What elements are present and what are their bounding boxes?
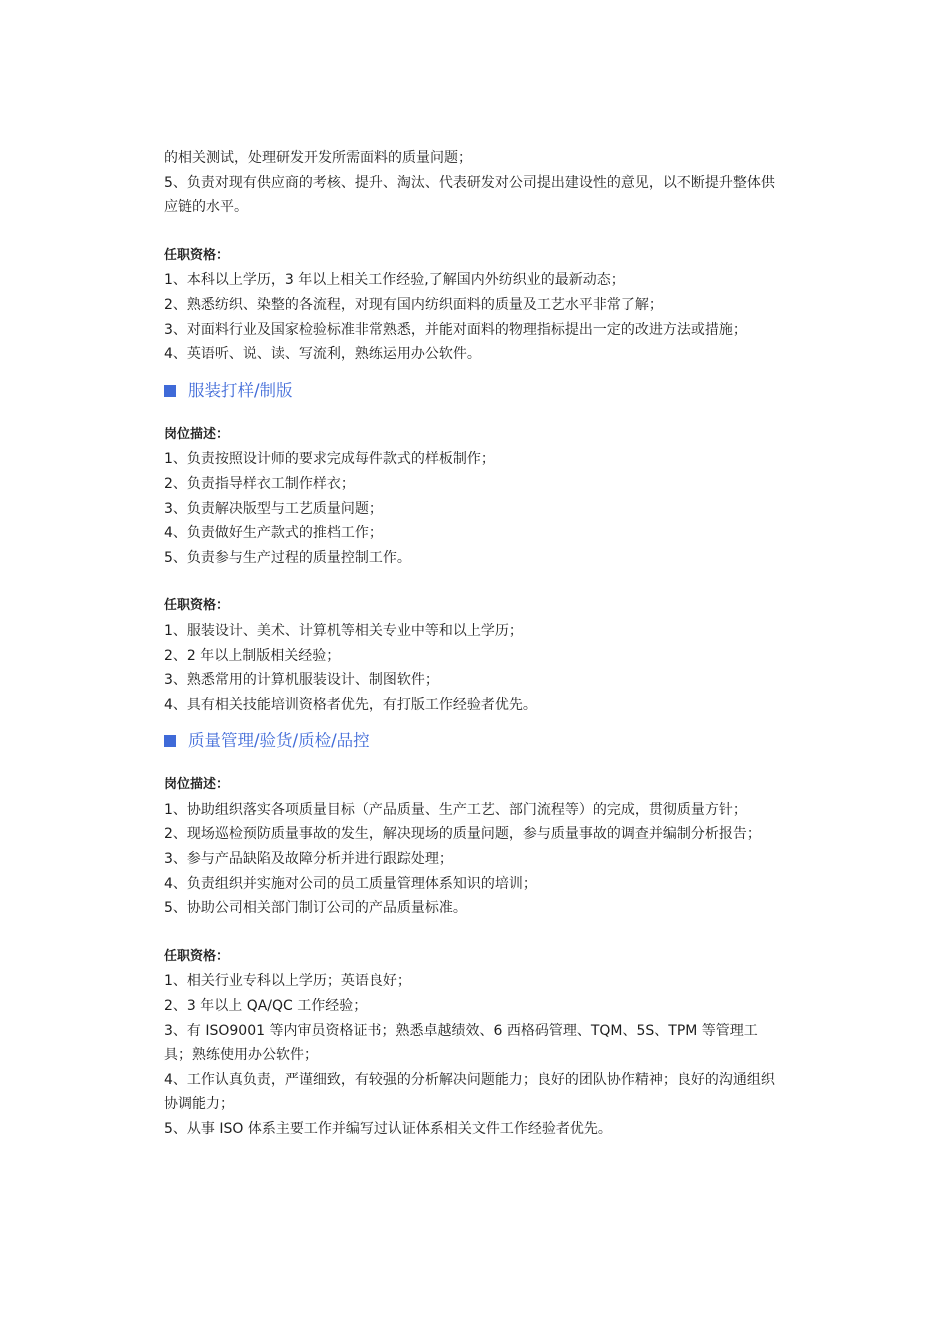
section-title-quality-management [164,729,784,753]
square-bullet-icon [164,735,176,747]
description-item: 5、协助公司相关部门制订公司的产品质量标准。 [164,900,467,917]
requirements-label: 任职资格： [164,598,230,614]
requirement-item: 1、服装设计、美术、计算机等相关专业中等和以上学历； [164,622,523,639]
requirements-label: 任职资格： [164,247,230,263]
requirements-label: 任职资格： [164,948,230,964]
section-title-text: 质量管理/验货/质检/品控 [188,731,370,751]
description-item: 2、现场巡检预防质量事故的发生，解决现场的质量问题，参与质量事故的调查并编制分析报告； [164,826,761,843]
requirement-item: 5、从事 ISO 体系主要工作并编写过认证体系相关文件工作经验者优先。 [164,1121,612,1137]
description-item: 4、负责组织并实施对公司的员工质量管理体系知识的培训； [164,875,537,892]
requirement-item: 4、英语听、说、读、写流利，熟练运用办公软件。 [164,346,481,363]
intro-line: 的相关测试，处理研发开发所需面料的质量问题； [164,150,472,166]
description-item: 2、负责指导样衣工制作样衣； [164,475,355,492]
requirement-item: 1、本科以上学历，3 年以上相关工作经验,了解国内外纺织业的最新动态； [164,272,625,289]
requirement-item: 4、工作认真负责，严谨细致，有较强的分析解决问题能力；良好的团队协作精神；良好的沟通组织协调能力； [164,1071,775,1113]
square-bullet-icon [164,385,176,397]
requirement-item: 2、2 年以上制版相关经验； [164,647,341,664]
document-body [164,146,784,1142]
description-item: 1、负责按照设计师的要求完成每件款式的样板制作； [164,451,495,468]
requirement-item: 3、有 ISO9001 等内审员资格证书；熟悉卓越绩效、6 西格码管理、TQM、5S、TPM 等管理工具；熟练使用办公软件； [164,1022,758,1064]
section-title-pattern-making [164,379,784,403]
section-title-text: 服装打样/制版 [188,380,293,400]
requirement-item: 1、相关行业专科以上学历；英语良好； [164,973,411,990]
description-item: 3、参与产品缺陷及故障分析并进行跟踪处理； [164,851,453,868]
description-item: 4、负责做好生产款式的推档工作； [164,525,383,542]
description-label: 岗位描述： [164,777,230,793]
description-item: 5、负责参与生产过程的质量控制工作。 [164,549,411,566]
intro-line: 5、负责对现有供应商的考核、提升、淘汰、代表研发对公司提出建设性的意见，以不断提升整体供应链的水平。 [164,174,775,216]
requirement-item: 2、3 年以上 QA/QC 工作经验； [164,998,368,1015]
description-label: 岗位描述： [164,426,230,442]
requirement-item: 3、熟悉常用的计算机服装设计、制图软件； [164,672,439,689]
description-item: 1、协助组织落实各项质量目标（产品质量、生产工艺、部门流程等）的完成，贯彻质量方针； [164,801,747,818]
requirement-item: 3、对面料行业及国家检验标准非常熟悉，并能对面料的物理指标提出一定的改进方法或措施； [164,321,747,338]
description-item: 3、负责解决版型与工艺质量问题； [164,500,383,517]
requirement-item: 4、具有相关技能培训资格者优先，有打版工作经验者优先。 [164,696,537,713]
requirement-item: 2、熟悉纺织、染整的各流程，对现有国内纺织面料的质量及工艺水平非常了解； [164,296,663,313]
